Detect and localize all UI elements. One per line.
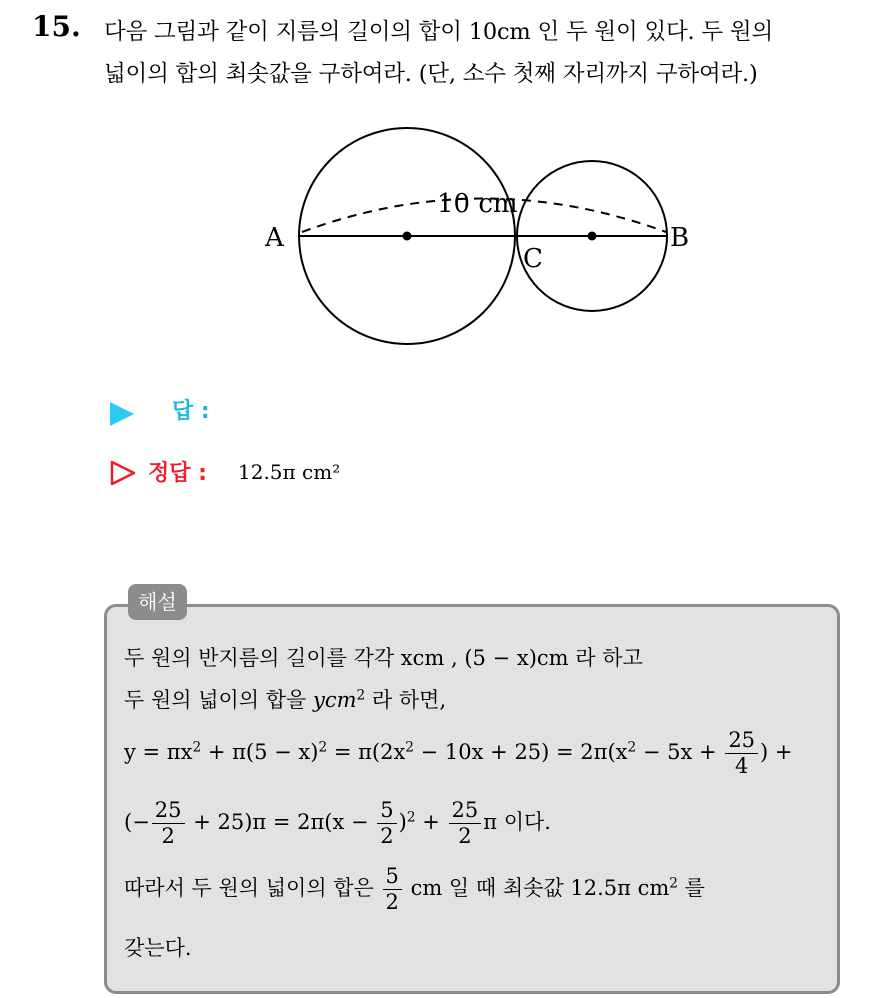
fraction: $\frac{5}{2}$: [377, 798, 396, 849]
key-answer-value: 12.5π cm²: [238, 460, 341, 484]
fraction: $\frac{25}{4}$: [725, 728, 758, 779]
length-label: 10 cm: [437, 189, 518, 219]
question-text-line2: 넓이의 합의 최솟값을 구하여라. (단, 소수 첫째 자리까지 구하여라.): [104, 61, 758, 87]
solution-line5: 따라서 두 원의 넓이의 합은 $\frac{5}{2}$ cm 일 때 최솟값 12.5π $cm^2$ 를: [124, 864, 705, 915]
outline-triangle-icon: [110, 460, 136, 486]
label-c: C: [523, 244, 543, 274]
play-triangle-icon: [110, 402, 134, 426]
fraction: $\frac{5}{2}$: [383, 864, 402, 915]
answer-label: 답 :: [172, 399, 210, 424]
solution-equation1: $y = \pi x^2 + \pi(5 - x)^2 = \pi(2x^2 - 10x + 25) = 2\pi(x^2 - 5x$ + $\frac{25}{4}$ ) +: [124, 728, 793, 779]
fraction: $\frac{25}{2}$: [152, 798, 185, 849]
label-b: B: [670, 223, 690, 253]
solution-line1: 두 원의 반지름의 길이를 각각 xcm , (5 − x)cm 라 하고: [124, 646, 643, 670]
fraction: $\frac{25}{2}$: [449, 798, 482, 849]
small-circle-center: [588, 232, 597, 241]
question-text-line1: 다음 그림과 같이 지름의 길이의 합이 10cm 인 두 원이 있다. 두 원의: [104, 19, 773, 45]
large-circle-center: [403, 232, 412, 241]
solution-line2: 두 원의 넓이의 합을 ycm$^2$ 라 하면,: [124, 687, 447, 712]
two-circles-figure: [250, 110, 710, 380]
solution-line6: 갖는다.: [124, 936, 192, 960]
solution-tag: 해설: [128, 584, 187, 620]
key-answer-label: 정답 :: [148, 461, 207, 486]
question-number: 15.: [32, 10, 81, 43]
label-a: A: [265, 223, 284, 253]
solution-equation2: (− $\frac{25}{2}$ + 25)π = 2π(x − $\frac{5}{2}$ )$^2$ + $\frac{25}{2}$ π 이다.: [124, 798, 551, 849]
